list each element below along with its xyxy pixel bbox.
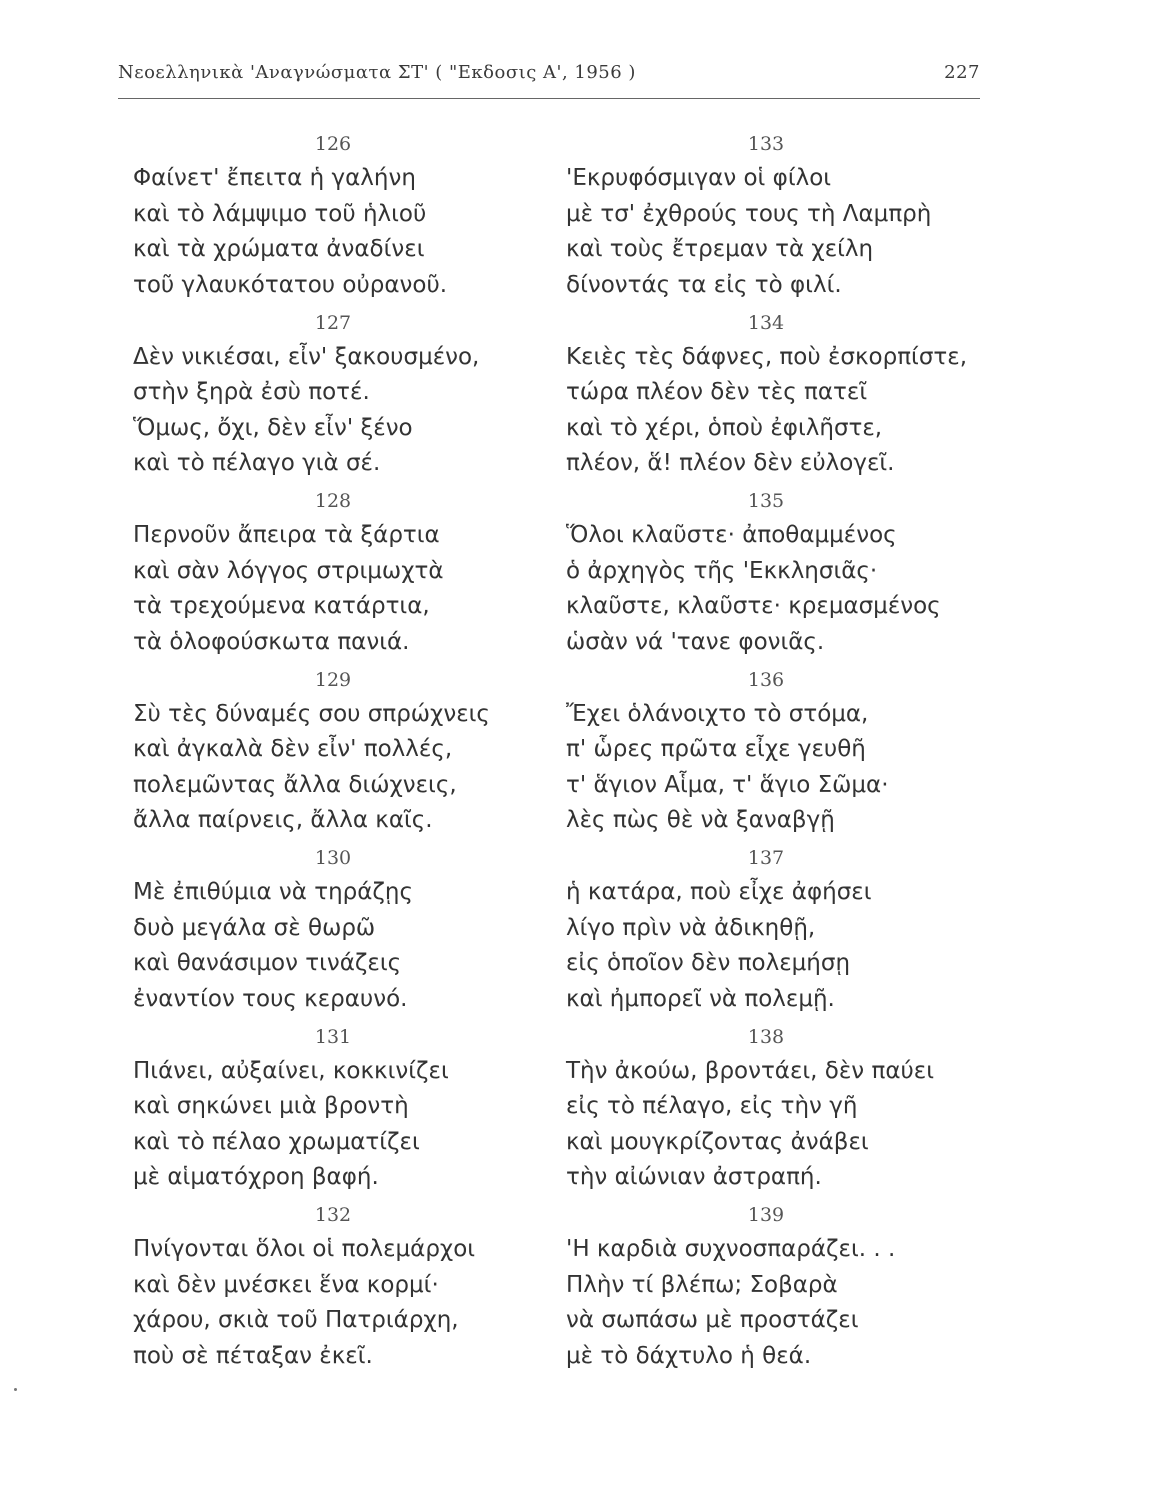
verse-line: τ' ἅγιον Αἷμα, τ' ἅγιο Σῶμα· <box>566 771 889 798</box>
verse-line: τὰ ὁλοφούσκωτα πανιά. <box>133 628 410 655</box>
stanza <box>566 663 996 842</box>
stanza <box>133 663 563 842</box>
verse-line: ἄλλα παίρνεις, ἄλλα καῖς. <box>133 807 433 833</box>
stanza <box>133 127 563 306</box>
verse-line: στὴν ξηρὰ ἐσὺ ποτέ. <box>133 379 370 405</box>
stanza <box>133 1020 563 1199</box>
verse-line: τώρα πλέον δὲν τὲς πατεῖ <box>566 379 868 405</box>
stanza-number: 131 <box>314 1025 352 1048</box>
verse-line: ἐναντίον τους κεραυνό. <box>133 985 408 1012</box>
verse-line: τὰ τρεχούμενα κατάρτια, <box>133 593 430 619</box>
stanza-number: 136 <box>747 668 785 691</box>
verse-line: εἰς τὸ πέλαγο, εἰς τὴν γῆ <box>566 1093 858 1119</box>
stanza <box>566 1198 996 1377</box>
verse-line: Πνίγονται ὅλοι οἱ πολεμάρχοι <box>133 1236 476 1262</box>
stanza-number: 127 <box>314 311 352 334</box>
verse-line: χάρου, σκιὰ τοῦ Πατριάρχη, <box>133 1307 459 1333</box>
stanza-number: 132 <box>314 1204 352 1226</box>
stanza <box>133 306 563 485</box>
verse-line: καὶ σηκώνει μιὰ βροντὴ <box>133 1093 409 1119</box>
verse-line: Πλὴν τί βλέπω; Σοβαρὰ <box>566 1271 838 1298</box>
verse-line: Τὴν ἀκούω, βροντάει, δὲν παύει <box>566 1057 934 1084</box>
verse-line: Φαίνετ' ἔπειτα ἡ γαλήνη <box>133 165 416 191</box>
verse-line: καὶ τὸ λάμψιμο τοῦ ἡλιοῦ <box>133 200 427 227</box>
verse-line: Ἔχει ὁλάνοιχτο τὸ στόμα, <box>566 700 869 727</box>
verse-line: λίγο πρὶν νὰ ἀδικηθῇ, <box>566 914 816 941</box>
stanza <box>566 306 996 485</box>
verse-line: Σὺ τὲς δύναμές σου σπρώχνεις <box>133 700 490 727</box>
verse-line: καὶ τὸ χέρι, ὁποὺ ἐφιλῆστε, <box>566 414 883 441</box>
stanza-number: 135 <box>747 490 785 512</box>
stanza <box>566 127 996 306</box>
left-column <box>133 127 563 1377</box>
verse-line: Πιάνει, αὐξαίνει, κοκκινίζει <box>133 1057 449 1084</box>
verse-line: εἰς ὁποῖον δὲν πολεμήσῃ <box>566 950 851 976</box>
verse-line: Μὲ ἐπιθύμια νὰ τηράζῃς <box>133 879 414 905</box>
stanza <box>133 1198 563 1377</box>
stanza <box>566 841 996 1020</box>
stanza-number: 133 <box>747 133 785 155</box>
verse-line: καὶ ἀγκαλὰ δὲν εἶν' πολλές, <box>133 736 453 762</box>
verse-line: ἡ κατάρα, ποὺ εἶχε ἀφήσει <box>566 879 872 905</box>
verse-line: μὲ αἱματόχροη βαφή. <box>133 1164 379 1190</box>
stanza-number: 126 <box>314 133 352 155</box>
stanza-number: 139 <box>747 1204 785 1226</box>
page-number: 227 <box>944 62 980 83</box>
verse-line: καὶ τοὺς ἔτρεμαν τὰ χείλη <box>566 236 874 262</box>
verse-line: καὶ θανάσιμον τινάζεις <box>133 950 402 976</box>
verse-line: νὰ σωπάσω μὲ προστάζει <box>566 1307 859 1333</box>
verse-line: καὶ τὸ πέλαο χρωματίζει <box>133 1128 420 1155</box>
stanza-number: 128 <box>314 490 352 512</box>
verse-line: κλαῦστε, κλαῦστε· κρεμασμένος <box>566 593 941 619</box>
verse-line: π' ὧρες πρῶτα εἶχε γευθῆ <box>566 736 866 762</box>
verse-line: μὲ τσ' ἐχθρούς τους τὴ Λαμπρὴ <box>566 200 932 227</box>
stanza <box>133 841 563 1020</box>
verse-line: καὶ δὲν μνέσκει ἕνα κορμί· <box>133 1271 439 1298</box>
verse-line: 'Η καρδιὰ συχνοσπαράζει. . . <box>566 1236 896 1262</box>
verse-line: ὁ ἀρχηγὸς τῆς 'Εκκλησιᾶς· <box>566 557 878 584</box>
verse-line: δίνοντάς τα εἰς τὸ φιλί. <box>566 271 842 298</box>
verse-line: Περνοῦν ἄπειρα τὰ ξάρτια <box>133 522 440 548</box>
verse-line: Κειὲς τὲς δάφνες, ποὺ ἐσκορπίστε, <box>566 343 968 370</box>
verse-line: καὶ ἠμπορεῖ νὰ πολεμῇ. <box>566 985 835 1012</box>
verse-line: τοῦ γλαυκότατου οὐρανοῦ. <box>133 271 448 298</box>
verse-line: ὡσὰν νά 'τανε φονιᾶς. <box>566 628 825 655</box>
verse-line: Ὅμως, ὄχι, δὲν εἶν' ξένο <box>133 414 413 441</box>
verse-line: Δὲν νικιέσαι, εἶν' ξακουσμένο, <box>133 343 480 370</box>
right-column <box>566 127 996 1377</box>
header-divider <box>118 98 980 99</box>
stanza <box>566 484 996 663</box>
verse-line: δυὸ μεγάλα σὲ θωρῶ <box>133 914 376 941</box>
stanza <box>133 484 563 663</box>
verse-line: Ὅλοι κλαῦστε· ἀποθαμμένος <box>566 522 897 548</box>
verse-line: λὲς πὼς θὲ νὰ ξαναβγῇ <box>566 807 835 833</box>
verse-line: ποὺ σὲ πέταξαν ἐκεῖ. <box>133 1342 373 1369</box>
verse-line: καὶ μουγκρίζοντας ἀνάβει <box>566 1128 869 1155</box>
verse-line: τὴν αἰώνιαν ἀστραπή. <box>566 1164 822 1190</box>
verse-line: καὶ σὰν λόγγος στριμωχτὰ <box>133 557 444 584</box>
stanza-number: 129 <box>314 668 352 691</box>
stray-mark <box>14 1388 17 1391</box>
stanza <box>566 1020 996 1199</box>
verse-line: καὶ τὸ πέλαγο γιὰ σέ. <box>133 450 381 476</box>
verse-line: 'Εκρυφόσμιγαν οἱ φίλοι <box>566 165 832 191</box>
stanza-number: 134 <box>747 311 785 334</box>
verse-line: πλέον, ἅ! πλέον δὲν εὐλογεῖ. <box>566 450 895 476</box>
stanza-number: 138 <box>747 1025 785 1048</box>
verse-line: πολεμῶντας ἄλλα διώχνεις, <box>133 771 457 798</box>
stanza-number: 130 <box>314 847 352 869</box>
verse-line: μὲ τὸ δάχτυλο ἡ θεά. <box>566 1342 812 1369</box>
stanza-number: 137 <box>747 847 785 869</box>
page-header <box>118 62 980 98</box>
book-title: Νεοελληνικὰ 'Αναγνώσματα ΣΤ' ( "Εκδοσις Α', 1956 ) <box>118 62 636 83</box>
verse-line: καὶ τὰ χρώματα ἀναδίνει <box>133 236 425 262</box>
